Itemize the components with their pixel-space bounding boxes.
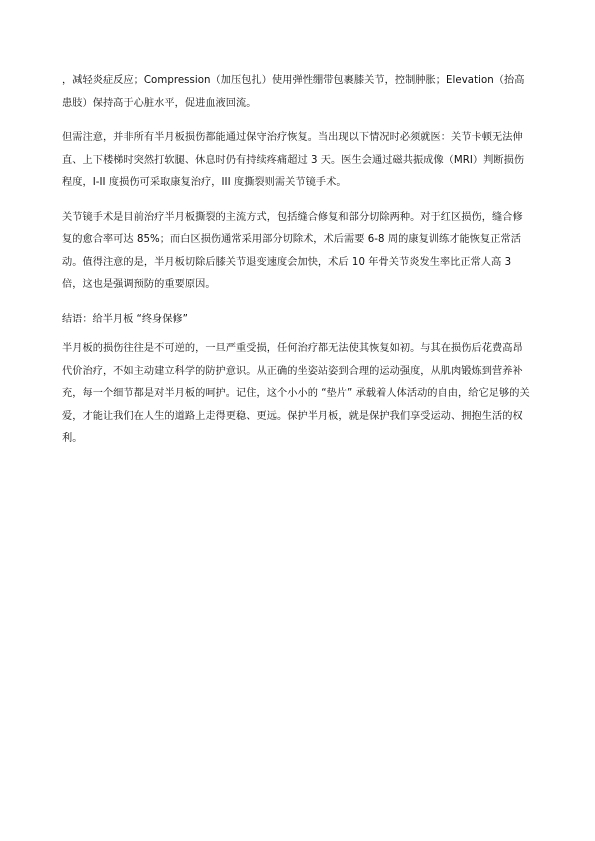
paragraph-conclusion: 半月板的损伤往往是不可逆的，一旦严重受损，任何治疗都无法使其恢复如初。与其在损伤后花费高昂代价治疗，不如主动建立科学的防护意识。从正确的坐姿站姿到合理的运动强度，从肌肉锻炼到营养补充，每一个细节都是对半月板的呵护。记住，这个小小的 “垫片” 承载着人体活动的自由，给它足够的关爱，才能让我们在人生的道路上走得更稳、更远。保护半月板，就是保护我们享受运动、拥抱生活的权利。: [62, 343, 530, 444]
paragraph-when-to-see-doctor: 但需注意，并非所有半月板损伤都能通过保守治疗恢复。当出现以下情况时必须就医：关节卡顿无法伸直、上下楼梯时突然打软腿、休息时仍有持续疼痛超过 3 天。医生会通过磁共振成像（MRI）判断损伤程度，I-II 度损伤可采取康复治疗，III 度撕裂则需关节镜手术。: [62, 132, 525, 188]
paragraph-arthroscopy: 关节镜手术是目前治疗半月板撕裂的主流方式，包括缝合修复和部分切除两种。对于红区损伤，缝合修复的愈合率可达 85%；而白区损伤通常采用部分切除术，术后需要 6-8 周的康复训练才能恢复正常活动。值得注意的是，半月板切除后膝关节退变速度会加快，术后 10 年骨关节炎发生率比正常人高 3 倍，这也是强调预防的重要原因。: [62, 211, 523, 290]
document-body: [62, 70, 530, 463]
paragraph-rice-method: ，减轻炎症反应；Compression（加压包扎）使用弹性绷带包裹膝关节，控制肿胀；Elevation（抬高患肢）保持高于心脏水平，促进血液回流。: [62, 75, 525, 109]
conclusion-heading: 结语：给半月板 “终身保修”: [62, 313, 188, 325]
